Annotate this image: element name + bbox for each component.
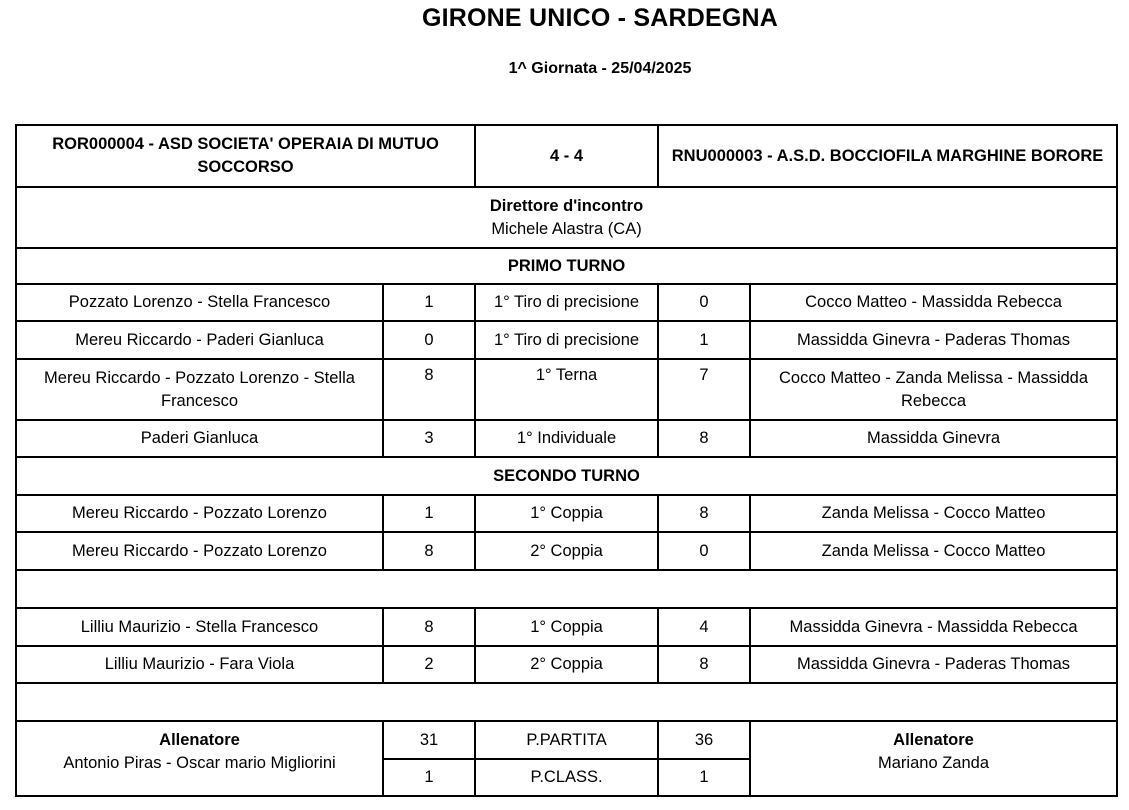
home-players: Mereu Riccardo - Paderi Gianluca [16,321,383,359]
page-title: GIRONE UNICO - SARDEGNA [421,4,778,32]
home-coach-label: Allenatore [159,731,240,749]
home-points-partita: 31 [383,721,475,759]
away-score: 7 [658,359,750,420]
table-row [16,608,1117,646]
home-players: Lilliu Maurizio - Stella Francesco [16,608,383,646]
footer-row-partita [16,721,1117,759]
points-classifica-label: P.CLASS. [475,759,658,796]
secondo-turno-heading: SECONDO TURNO [16,457,1117,495]
home-points-classifica: 1 [383,759,475,796]
primo-turno-row [16,248,1117,284]
home-coach-name: Antonio Piras - Oscar mario Migliorini [63,754,336,772]
event-name: 2° Coppia [475,646,658,683]
event-name: 1° Individuale [475,420,658,457]
away-players: Zanda Melissa - Cocco Matteo [750,495,1117,532]
match-score: 4 - 4 [475,125,658,187]
away-score: 0 [658,532,750,570]
away-points-partita: 36 [658,721,750,759]
home-score: 8 [383,532,475,570]
match-report-table [15,124,1118,797]
away-coach-name: Mariano Zanda [878,754,989,772]
secondo-turno-row [16,457,1117,495]
home-players: Lilliu Maurizio - Fara Viola [16,646,383,683]
event-name: 1° Terna [475,359,658,420]
home-score: 3 [383,420,475,457]
empty-cell [16,683,1117,721]
home-score: 1 [383,284,475,321]
page-subtitle: 1^ Giornata - 25/04/2025 [508,60,692,77]
away-score: 8 [658,420,750,457]
home-team-name: ROR000004 - ASD SOCIETA' OPERAIA DI MUTUO SOCCORSO [16,125,475,187]
director-cell [16,187,1117,248]
home-score: 8 [383,359,475,420]
table-row [16,420,1117,457]
table-row [16,495,1117,532]
empty-separator-row [16,683,1117,721]
home-players: Paderi Gianluca [16,420,383,457]
director-label: Direttore d'incontro [489,196,644,215]
away-players: Massidda Ginevra - Massidda Rebecca [750,608,1117,646]
away-players: Zanda Melissa - Cocco Matteo [750,532,1117,570]
home-players: Mereu Riccardo - Pozzato Lorenzo - Stella Francesco [16,359,383,420]
home-players: Mereu Riccardo - Pozzato Lorenzo [16,495,383,532]
away-score: 8 [658,495,750,532]
away-players: Massidda Ginevra - Paderas Thomas [750,646,1117,683]
table-row [16,646,1117,683]
away-coach-label: Allenatore [893,731,974,749]
event-name: 1° Tiro di precisione [475,284,658,321]
points-partita-label: P.PARTITA [475,721,658,759]
away-players: Cocco Matteo - Massidda Rebecca [750,284,1117,321]
away-points-classifica: 1 [658,759,750,796]
away-players: Cocco Matteo - Zanda Melissa - Massidda Rebecca [750,359,1117,420]
away-score: 8 [658,646,750,683]
table-row [16,532,1117,570]
event-name: 1° Coppia [475,608,658,646]
table-row [16,359,1117,420]
away-team-name: RNU000003 - A.S.D. BOCCIOFILA MARGHINE BORORE [658,125,1117,187]
away-score: 0 [658,284,750,321]
event-name: 1° Coppia [475,495,658,532]
away-score: 4 [658,608,750,646]
home-score: 1 [383,495,475,532]
home-players: Pozzato Lorenzo - Stella Francesco [16,284,383,321]
home-score: 8 [383,608,475,646]
teams-header-row [16,125,1117,187]
empty-separator-row [16,570,1117,608]
table-row [16,321,1117,359]
director-name: Michele Alastra (CA) [491,219,642,238]
empty-cell [16,570,1117,608]
table-row [16,284,1117,321]
home-coach-cell [16,721,383,796]
event-name: 2° Coppia [475,532,658,570]
away-players: Massidda Ginevra [750,420,1117,457]
away-score: 1 [658,321,750,359]
away-players: Massidda Ginevra - Paderas Thomas [750,321,1117,359]
event-name: 1° Tiro di precisione [475,321,658,359]
primo-turno-heading: PRIMO TURNO [16,248,1117,284]
home-players: Mereu Riccardo - Pozzato Lorenzo [16,532,383,570]
home-score: 2 [383,646,475,683]
home-score: 0 [383,321,475,359]
away-coach-cell [750,721,1117,796]
director-row [16,187,1117,248]
